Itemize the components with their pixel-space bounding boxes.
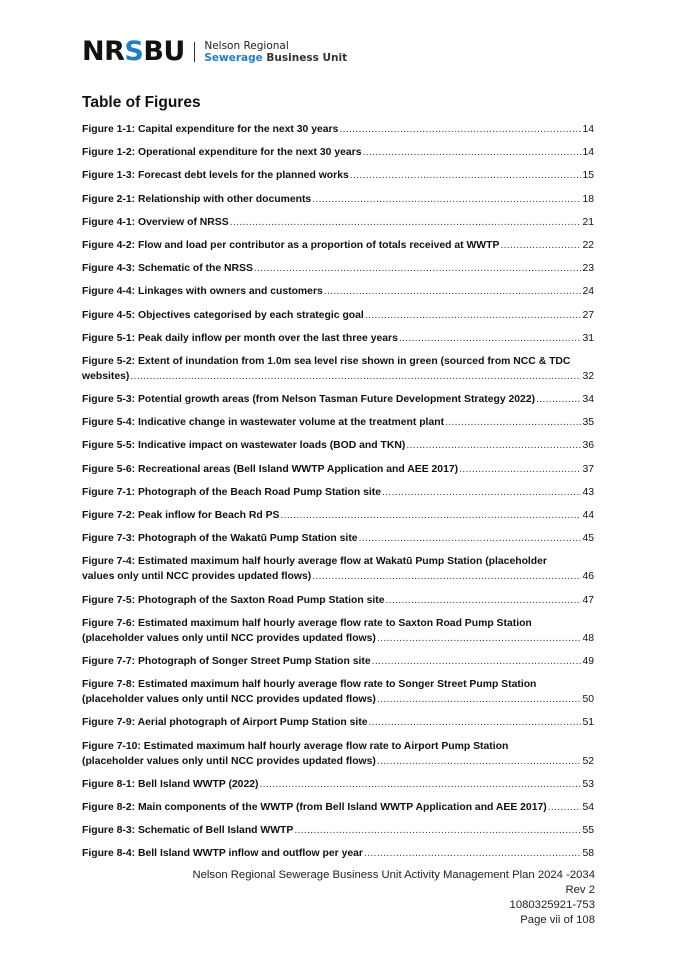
dot-leader <box>377 754 582 769</box>
toc-entry[interactable] <box>82 616 594 646</box>
dot-leader <box>359 531 582 546</box>
toc-entry-row <box>82 122 594 137</box>
toc-entry-page-number: 45 <box>582 533 594 545</box>
toc-entry[interactable] <box>82 846 594 861</box>
toc-entry[interactable] <box>82 438 594 453</box>
logo-divider <box>194 42 196 62</box>
toc-entry-page-number: 18 <box>582 193 594 205</box>
toc-entry-title: Figure 4-4: Linkages with owners and customers <box>82 286 323 298</box>
dot-leader <box>406 438 581 453</box>
toc-entry-page-number: 37 <box>582 463 594 475</box>
toc-entry-title: Figure 5-1: Peak daily inflow per month over the last three years <box>82 332 398 344</box>
toc-entry-page-number: 54 <box>582 801 594 813</box>
footer-revision: Rev 2 <box>565 884 595 896</box>
toc-entry[interactable] <box>82 168 594 183</box>
toc-entry[interactable] <box>82 800 594 815</box>
toc-entry-page-number: 43 <box>582 486 594 498</box>
dot-leader <box>369 715 582 730</box>
toc-entry-title: Figure 5-5: Indicative impact on wastewater loads (BOD and TKN) <box>82 440 406 452</box>
dot-leader <box>312 569 581 584</box>
toc-entry-page-number: 51 <box>582 717 594 729</box>
dot-leader <box>254 261 582 276</box>
toc-entry-row <box>82 754 594 769</box>
toc-entry-page-number: 46 <box>582 571 594 583</box>
toc-entry[interactable] <box>82 485 594 500</box>
toc-entry-row <box>82 485 594 500</box>
toc-entry-row <box>82 215 594 230</box>
toc-entry-page-number: 14 <box>582 124 594 135</box>
toc-entry-title: Figure 7-5: Photograph of the Saxton Road Pump Station site <box>82 594 385 606</box>
toc-entry-page-number: 23 <box>582 263 594 275</box>
toc-entry-page-number: 36 <box>582 440 594 452</box>
toc-entry[interactable] <box>82 354 594 384</box>
toc-entry-row <box>82 508 594 523</box>
table-of-figures <box>82 122 594 869</box>
toc-entry-row <box>82 192 594 207</box>
dot-leader <box>259 777 581 792</box>
footer-page-number: Page vii of 108 <box>520 914 595 926</box>
footer-document-number: 1080325921-753 <box>509 899 595 911</box>
dot-leader <box>399 331 582 346</box>
dot-leader <box>364 846 581 861</box>
toc-entry[interactable] <box>82 739 594 769</box>
toc-entry-title: Figure 7-1: Photograph of the Beach Road Pump Station site <box>82 486 382 498</box>
logo-line-2-rest: Business Unit <box>262 52 348 64</box>
dot-leader <box>294 823 581 838</box>
toc-entry-title-line: Figure 7-8: Estimated maximum half hourly average flow rate to Songer Street Pump Station <box>82 679 537 691</box>
toc-entry-row <box>82 846 594 861</box>
toc-entry-title: Figure 1-1: Capital expenditure for the next 30 years <box>82 124 339 135</box>
dot-leader <box>230 215 582 230</box>
toc-entry-page-number: 14 <box>582 147 594 159</box>
toc-entry-title-line: Figure 7-10: Estimated maximum half hourly average flow rate to Airport Pump Station <box>82 740 509 752</box>
toc-entry[interactable] <box>82 122 594 137</box>
toc-entry[interactable] <box>82 415 594 430</box>
toc-entry[interactable] <box>82 261 594 276</box>
toc-entry-row <box>82 415 594 430</box>
logo-mark-prefix: NR <box>82 36 125 67</box>
toc-entry-row <box>82 284 594 299</box>
toc-entry-page-number: 47 <box>582 594 594 606</box>
toc-entry-title: Figure 1-2: Operational expenditure for the next 30 years <box>82 147 362 159</box>
nrsbu-logo <box>82 37 347 67</box>
toc-entry-page-number: 48 <box>582 632 594 644</box>
toc-entry-row <box>82 800 594 815</box>
toc-entry-title: Figure 4-3: Schematic of the NRSS <box>82 263 253 275</box>
toc-entry-row <box>82 531 594 546</box>
page-footer <box>192 868 595 928</box>
toc-entry[interactable] <box>82 331 594 346</box>
toc-entry-title: Figure 8-3: Schematic of Bell Island WWTP <box>82 825 294 837</box>
logo-wordmark <box>82 37 185 67</box>
toc-entry-title: Figure 2-1: Relationship with other documents <box>82 193 312 205</box>
toc-entry[interactable] <box>82 508 594 523</box>
toc-entry-title: (placeholder values only until NCC provides updated flows) <box>82 755 376 767</box>
toc-entry-title: values only until NCC provides updated flows) <box>82 571 312 583</box>
toc-entry-page-number: 50 <box>582 694 594 706</box>
toc-entry-row <box>82 593 594 608</box>
toc-entry[interactable] <box>82 654 594 669</box>
toc-entry-title: Figure 7-2: Peak inflow for Beach Rd PS <box>82 510 280 521</box>
toc-entry-row <box>82 692 594 707</box>
toc-entry-title-line: Figure 5-2: Extent of inundation from 1.0m sea level rise shown in green (sourced from NCC & TDC <box>82 355 571 367</box>
toc-entry-row <box>82 777 594 792</box>
toc-entry-title: Figure 4-1: Overview of NRSS <box>82 216 229 228</box>
toc-entry-page-number: 35 <box>582 417 594 429</box>
toc-entry[interactable] <box>82 238 594 253</box>
toc-entry[interactable] <box>82 677 594 707</box>
dot-leader <box>324 284 582 299</box>
toc-entry-page-number: 27 <box>582 309 594 321</box>
logo-tagline <box>204 40 347 64</box>
toc-entry-page-number: 21 <box>582 216 594 228</box>
toc-entry[interactable] <box>82 554 594 584</box>
toc-entry-title: websites) <box>82 370 130 382</box>
toc-entry-row <box>82 261 594 276</box>
toc-entry-page-number: 22 <box>582 239 594 251</box>
dot-leader <box>339 122 581 137</box>
toc-entry-page-number: 55 <box>582 825 594 837</box>
dot-leader <box>377 631 582 646</box>
toc-entry-row <box>82 823 594 838</box>
dot-leader <box>365 308 582 323</box>
dot-leader <box>377 692 582 707</box>
toc-entry[interactable] <box>82 192 594 207</box>
logo-line-1: Nelson Regional <box>204 40 289 52</box>
dot-leader <box>445 415 581 430</box>
dot-leader <box>372 654 582 669</box>
toc-entry-title: Figure 4-2: Flow and load per contributor as a proportion of totals received at WWTP <box>82 239 500 251</box>
dot-leader <box>312 192 581 207</box>
toc-entry-row <box>82 569 594 584</box>
dot-leader <box>548 800 582 815</box>
toc-entry-row <box>82 462 594 477</box>
toc-entry[interactable] <box>82 215 594 230</box>
toc-entry-row <box>82 331 594 346</box>
toc-entry[interactable] <box>82 308 594 323</box>
toc-entry-title: Figure 1-3: Forecast debt levels for the planned works <box>82 170 349 182</box>
toc-entry[interactable] <box>82 392 594 407</box>
dot-leader <box>386 593 582 608</box>
toc-entry[interactable] <box>82 823 594 838</box>
toc-entry[interactable] <box>82 462 594 477</box>
toc-entry[interactable] <box>82 777 594 792</box>
toc-entry-page-number: 53 <box>582 778 594 790</box>
logo-line-2-highlight: Sewerage <box>204 52 263 64</box>
dot-leader <box>362 145 581 160</box>
toc-entry-title: Figure 7-9: Aerial photograph of Airport Pump Station site <box>82 717 368 729</box>
toc-entry-title: Figure 4-5: Objectives categorised by each strategic goal <box>82 309 364 321</box>
toc-entry-row <box>82 168 594 183</box>
toc-entry-page-number: 58 <box>582 848 594 860</box>
toc-entry-title: Figure 5-6: Recreational areas (Bell Island WWTP Application and AEE 2017) <box>82 463 459 475</box>
toc-entry-title: Figure 5-4: Indicative change in wastewater volume at the treatment plant <box>82 417 445 429</box>
toc-entry-title-line: Figure 7-6: Estimated maximum half hourly average flow rate to Saxton Road Pump Station <box>82 617 532 629</box>
toc-entry-row <box>82 238 594 253</box>
toc-entry-title: (placeholder values only until NCC provides updated flows) <box>82 632 376 644</box>
dot-leader <box>459 462 581 477</box>
toc-entry-row <box>82 369 594 384</box>
toc-entry-page-number: 24 <box>582 286 594 298</box>
toc-entry[interactable] <box>82 715 594 730</box>
toc-entry-row <box>82 715 594 730</box>
toc-entry-row <box>82 438 594 453</box>
dot-leader <box>536 392 581 407</box>
toc-entry-title-line: Figure 7-4: Estimated maximum half hourly average flow at Wakatū Pump Station (placeholder <box>82 556 547 568</box>
logo-mark-highlight: S <box>124 36 144 67</box>
toc-entry-row <box>82 308 594 323</box>
page-title: Table of Figures <box>82 94 201 111</box>
toc-entry-page-number: 34 <box>582 394 594 406</box>
toc-entry-page-number: 15 <box>582 170 594 182</box>
toc-entry-title: Figure 7-3: Photograph of the Wakatū Pump Station site <box>82 533 358 545</box>
toc-entry-row <box>82 631 594 646</box>
toc-entry-page-number: 44 <box>582 510 594 521</box>
toc-entry-title: Figure 8-4: Bell Island WWTP inflow and outflow per year <box>82 848 363 860</box>
toc-entry-title: Figure 7-7: Photograph of Songer Street Pump Station site <box>82 655 371 667</box>
toc-entry-page-number: 31 <box>582 332 594 344</box>
logo-line-2 <box>204 52 347 64</box>
toc-entry-page-number: 52 <box>582 755 594 767</box>
dot-leader <box>280 508 581 523</box>
toc-entry[interactable] <box>82 593 594 608</box>
toc-entry[interactable] <box>82 145 594 160</box>
toc-entry-title: Figure 5-3: Potential growth areas (from Nelson Tasman Future Development Strategy 2022) <box>82 394 536 406</box>
toc-entry-row <box>82 392 594 407</box>
dot-leader <box>382 485 581 500</box>
toc-entry[interactable] <box>82 284 594 299</box>
dot-leader <box>350 168 582 183</box>
toc-entry-title: Figure 8-1: Bell Island WWTP (2022) <box>82 778 259 790</box>
toc-entry-row <box>82 654 594 669</box>
toc-entry-page-number: 49 <box>582 655 594 667</box>
footer-document-title: Nelson Regional Sewerage Business Unit Activity Management Plan 2024 -2034 <box>192 869 595 881</box>
toc-entry-title: Figure 8-2: Main components of the WWTP (from Bell Island WWTP Application and AEE 2017) <box>82 801 547 813</box>
logo-mark-suffix: BU <box>143 36 185 67</box>
toc-entry-page-number: 32 <box>582 370 594 382</box>
dot-leader <box>500 238 581 253</box>
dot-leader <box>130 369 581 384</box>
toc-entry[interactable] <box>82 531 594 546</box>
toc-entry-row <box>82 145 594 160</box>
toc-entry-title: (placeholder values only until NCC provides updated flows) <box>82 694 376 706</box>
